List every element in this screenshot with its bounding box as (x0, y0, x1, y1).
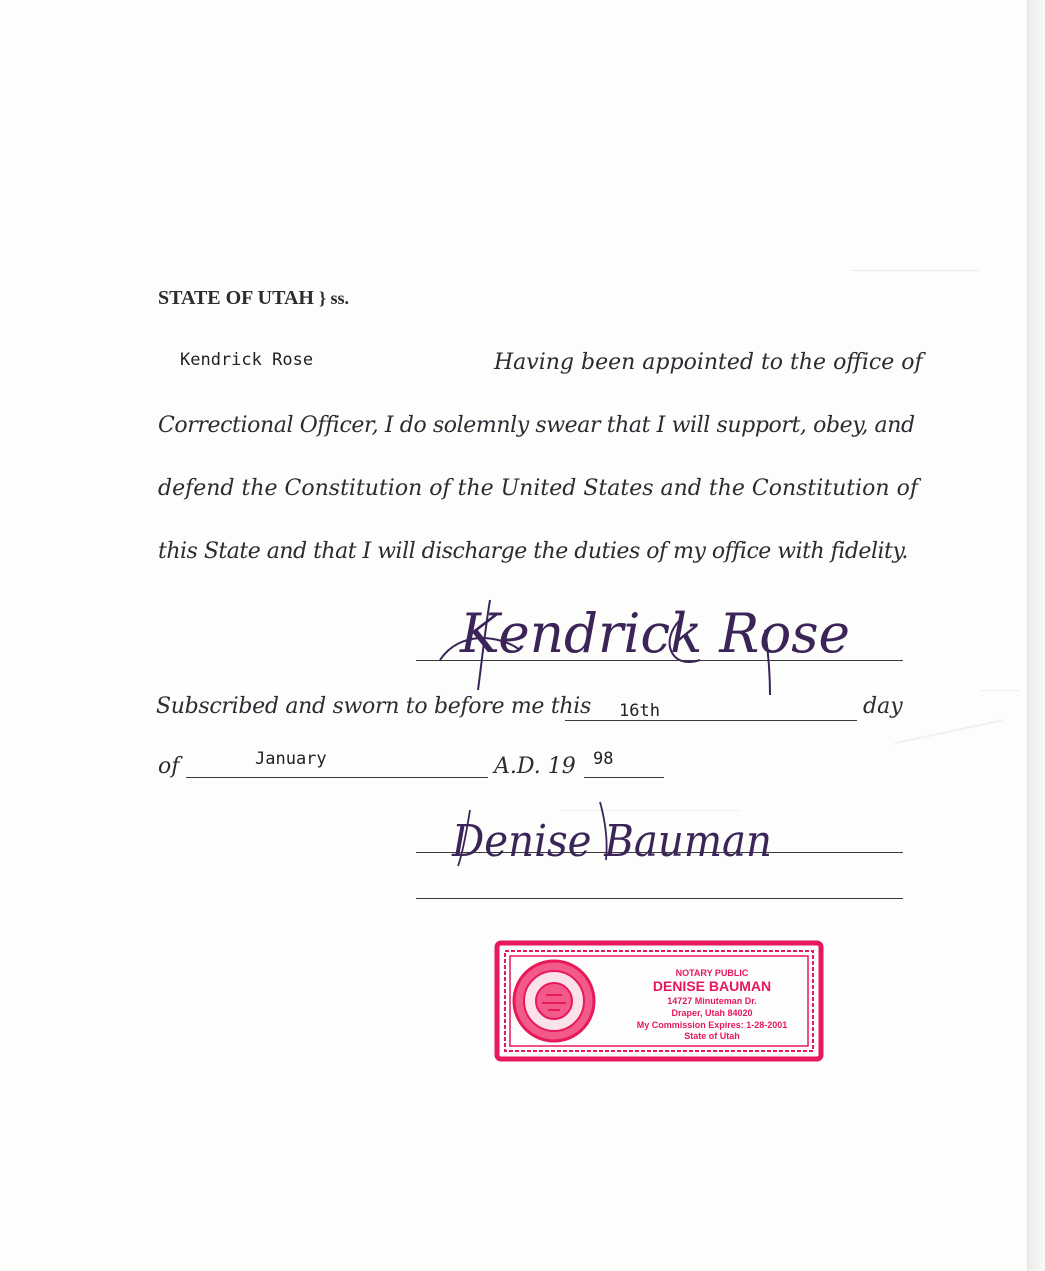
state-seal-icon (514, 961, 594, 1041)
bleed-through-mark (850, 258, 980, 271)
month-value: January (255, 749, 327, 769)
stamp-title: NOTARY PUBLIC (675, 968, 749, 978)
bleed-through-mark (980, 680, 1020, 691)
affiant-signature (430, 590, 870, 700)
stamp-state: State of Utah (684, 1031, 740, 1041)
day-value: 16th (619, 701, 660, 721)
oath-line-3: defend the Constitution of the United States and the Constitution of (158, 476, 918, 501)
page-edge (1028, 0, 1045, 1271)
notary-signature (440, 790, 800, 880)
day-line (565, 720, 857, 721)
stamp-address: 14727 Minuteman Dr. (667, 996, 757, 1006)
day-label: day (863, 694, 903, 719)
affiant-name-typed: Kendrick Rose (180, 350, 314, 370)
month-line (186, 777, 488, 778)
year-value: 98 (593, 749, 614, 769)
subscribed-label: Subscribed and sworn to before me this (156, 694, 591, 719)
oath-line-2: Correctional Officer, I do solemnly swear that I will support, obey, and (158, 413, 915, 438)
year-line (584, 777, 664, 778)
document-heading (158, 287, 349, 310)
stamp-commission: My Commission Expires: 1-28-2001 (636, 1020, 788, 1030)
notary-stamp (494, 940, 824, 1062)
oath-line-4: this State and that I will discharge the duties of my office with fidelity. (158, 539, 908, 564)
heading-state: STATE OF UTAH (158, 287, 314, 309)
of-label: of (158, 754, 180, 779)
stamp-city: Draper, Utah 84020 (671, 1008, 753, 1018)
affiant-signature-text: Kendrick Rose (459, 602, 850, 665)
notary-title-line (416, 898, 903, 899)
stamp-name: DENISE BAUMAN (652, 978, 772, 994)
heading-suffix: } ss. (318, 288, 350, 308)
year-label: A.D. 19 (494, 754, 576, 779)
oath-line-1: Having been appointed to the office of (494, 350, 923, 375)
notary-signature-text: Denise Bauman (451, 816, 772, 867)
